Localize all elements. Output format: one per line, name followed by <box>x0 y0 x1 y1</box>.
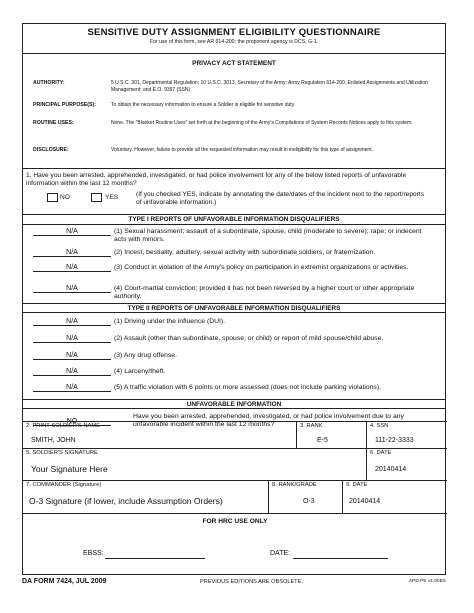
unfavorable-text: Have you been arrested, apprehended, investigated, or had police involvement due to any unfavorable incident within the last 12 months? <box>133 413 404 428</box>
commander-date-value[interactable]: 20140414 <box>349 498 381 505</box>
question-1-text: 1. Have you been arrested, apprehended, investigated, or had police involvement for any of the below listed reports of unfavorable information within the last 12 months? <box>26 172 407 187</box>
type-1-item-3-text: (3) Conduct in violation of the Army's policy on participation in extremist organizations or activities. <box>114 264 409 271</box>
question-1 <box>23 169 445 215</box>
commander-date-label: 9. DATE <box>346 482 368 488</box>
soldier-signature-value[interactable]: Your Signature Here <box>31 464 108 474</box>
type-2-item-3-text: (3) Any drug offense. <box>114 352 177 359</box>
soldier-date-cell <box>366 449 447 480</box>
type-1-item-4-value[interactable]: N/A <box>33 285 111 293</box>
type-1-item-3-value[interactable]: N/A <box>33 264 111 272</box>
hrc-section <box>23 513 447 576</box>
ssn-value[interactable]: 111-22-3333 <box>375 437 414 444</box>
soldier-name-row <box>23 421 447 448</box>
type-2-item-2-value[interactable]: N/A <box>33 335 111 343</box>
commander-rank-cell <box>268 481 342 513</box>
type-1-item-4-text: (4) Court-martial conviction; provided it has not been reversed by a higher court or other appropriate authority. <box>114 285 415 300</box>
type-2-item-5-text: (5) A traffic violation with 6 points or more assessed (does not include parking violations). <box>114 384 381 391</box>
privacy-act-section <box>23 60 445 169</box>
soldier-date-label: 6. DATE <box>370 450 392 456</box>
routine-uses-text: None. The "Blanket Routine Uses" set forth at the beginning of the Army's Compilations of System Records Notices apply to this system. <box>111 120 413 126</box>
type-1-item-2-text: (2) Incest, bestiality, adultery, sexual activity with subordinate soldiers, or fraternization. <box>114 249 376 256</box>
type-1-item-1-value[interactable]: N/A <box>33 228 111 236</box>
type-2-item-1-value[interactable]: N/A <box>33 318 111 326</box>
authority-label: AUTHORITY: <box>33 80 65 86</box>
type-1-item-2-value[interactable]: N/A <box>33 249 111 257</box>
yes-instructions: (If you checked YES, indicate by annotating the date/dates of the incident next to the report/reports of unfavorable information.) <box>136 191 424 206</box>
privacy-act-title: PRIVACY ACT STATEMENT <box>192 60 276 67</box>
soldier-date-value[interactable]: 20140414 <box>375 466 407 473</box>
commander-row <box>23 480 447 513</box>
unfavorable-value[interactable]: NO <box>33 418 111 426</box>
routine-uses-label: ROUTINE USES: <box>33 120 74 126</box>
soldier-name-label: 2. PRINT SOLDIER'S NAME <box>26 423 101 429</box>
form-title: SENSITIVE DUTY ASSIGNMENT ELIGIBILITY QUESTIONNAIRE <box>87 27 381 38</box>
ebss-field[interactable] <box>105 558 205 559</box>
ssn-label: 4. SSN <box>370 423 389 429</box>
purpose-text: To obtain the necessary information to ensure a Soldier is eligible for sensitive duty. <box>111 102 296 108</box>
commander-date-cell <box>342 481 447 513</box>
type-2-item-4-text: (4) Larceny/theft. <box>114 368 166 375</box>
unfavorable-title: UNFAVORABLE INFORMATION <box>23 399 445 409</box>
ssn-cell <box>366 422 447 448</box>
no-checkbox[interactable] <box>47 193 58 202</box>
commander-rank-value[interactable]: O-3 <box>303 498 315 505</box>
soldier-signature-row <box>23 448 447 480</box>
form-header <box>23 24 445 54</box>
hrc-date-field[interactable] <box>293 558 388 559</box>
questionnaire-form <box>22 23 446 575</box>
rank-value[interactable]: E-5 <box>317 437 328 444</box>
routine-uses-row <box>33 120 438 127</box>
no-label: NO <box>60 194 70 201</box>
commander-rank-label: 8. RANK/GRADE <box>272 482 317 488</box>
rank-label: 3. RANK <box>300 423 323 429</box>
hrc-date-label: DATE: <box>270 550 291 557</box>
form-subtitle: For use of this form, see AR 614-200; the proponent agency is DCS, G-1. <box>149 39 319 45</box>
form-version: APD PE v1.00ES <box>408 579 446 584</box>
commander-label: 7. COMMANDER (Signature) <box>26 482 102 488</box>
rank-cell <box>296 422 366 448</box>
type-2-section <box>23 303 445 399</box>
obsolete-note: PREVIOUS EDITIONS ARE OBSOLETE. <box>200 579 303 585</box>
purpose-row <box>33 102 438 109</box>
type-1-section <box>23 215 445 303</box>
disclosure-label: DISCLOSURE: <box>33 147 69 153</box>
yes-label: YES <box>105 194 119 201</box>
type-2-item-4-value[interactable]: N/A <box>33 368 111 376</box>
soldier-signature-label: 5. SOLDIER'S SIGNATURE <box>26 450 98 456</box>
authority-text: 5 U.S.C. 301, Departmental Regulation; 10 U.S.C. 3013, Secretary of the Army; Army Regulation 614-200, Enlisted Assignments and Utilization Management; and E.O. 9397 (SSN). <box>111 80 428 93</box>
type-2-title: TYPE II REPORTS OF UNFAVORABLE INFORMATION DISQUALIFIERS <box>23 303 445 313</box>
yes-checkbox[interactable] <box>91 193 102 202</box>
type-2-item-3-value[interactable]: N/A <box>33 352 111 360</box>
form-number: DA FORM 7424, JUL 2009 <box>22 578 107 585</box>
hrc-title: FOR HRC USE ONLY <box>202 518 268 525</box>
type-2-item-2-text: (2) Assault (other than subordinate, spouse, or child) or report of mild spouse/child abuse. <box>114 335 384 342</box>
disclosure-row <box>33 147 438 154</box>
purpose-label: PRINCIPAL PURPOSE(S): <box>33 102 96 108</box>
type-1-item-1-text: (1) Sexual harassment; assault of a subordinate, spouse, child (moderate to severe); rape; or indecent acts with minors. <box>114 228 422 243</box>
soldier-name-value[interactable]: SMITH, JOHN <box>31 437 76 444</box>
authority-row <box>33 80 438 94</box>
type-2-item-1-text: (1) Driving under the influence (DUI). <box>114 318 226 325</box>
commander-signature-value[interactable]: O-3 Signature (if lower, include Assumption Orders) <box>29 496 223 506</box>
type-2-item-5-value[interactable]: N/A <box>33 384 111 392</box>
type-1-title: TYPE I REPORTS OF UNFAVORABLE INFORMATION DISQUALIFIERS <box>23 215 445 225</box>
ebss-label: EBSS: <box>83 550 104 557</box>
disclosure-text: Voluntary. However, failure to provide all the requested information may result in ineligibility for this type of assignment. <box>111 147 373 153</box>
